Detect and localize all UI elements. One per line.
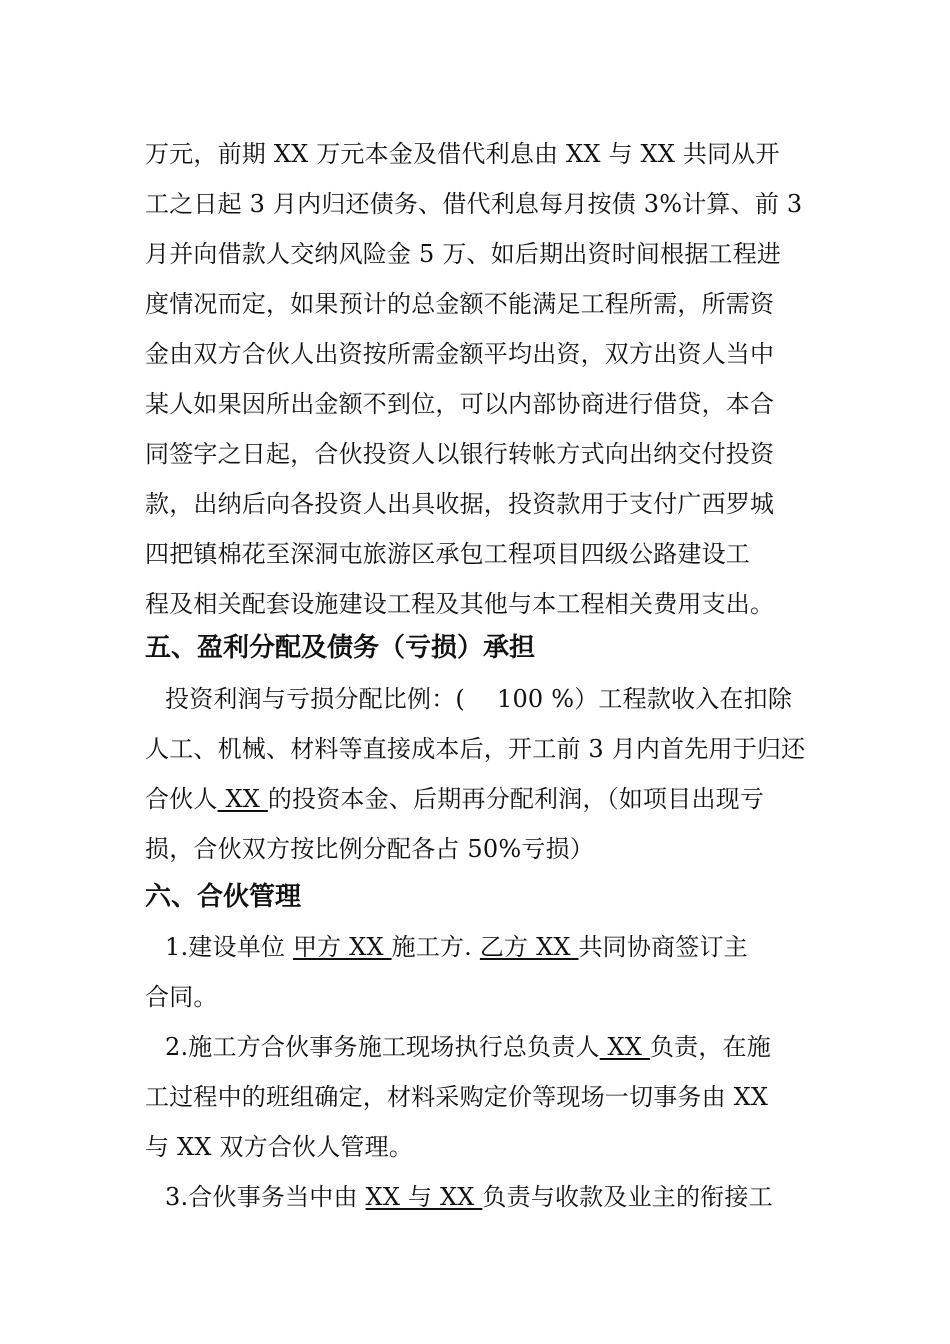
paragraph-line: 同签字之日起，合伙投资人以银行转帐方式向出纳交付投资 — [145, 440, 775, 468]
paragraph-line: 程及相关配套设施建设工程及其他与本工程相关费用支出。 — [145, 590, 775, 618]
text-run: 共同协商签订主 — [578, 933, 748, 961]
underlined-field: 乙方 XX — [479, 933, 579, 961]
underlined-field: XX — [599, 1033, 650, 1061]
text-run: 施工方. — [391, 933, 480, 961]
underlined-field: 甲方 XX — [292, 933, 392, 961]
text-run: 3.合伙事务当中由 — [165, 1183, 366, 1211]
paragraph-line: 与 XX 双方合伙人管理。 — [145, 1133, 414, 1161]
underlined-field: XX — [217, 785, 268, 813]
paragraph-line: 工过程中的班组确定，材料采购定价等现场一切事务由 XX — [145, 1083, 769, 1111]
paragraph-line — [145, 783, 825, 815]
paragraph-line: 损，合伙双方按比例分配各占 50%亏损） — [145, 835, 594, 863]
paragraph-line: 人工、机械、材料等直接成本后，开工前 3 月内首先用于归还 — [145, 735, 806, 763]
paragraph-line: 款，出纳后向各投资人出具收据，投资款用于支付广西罗城 — [145, 490, 775, 518]
paragraph-line: 工之日起 3 月内归还债务、借代利息每月按债 3%计算、前 3 — [145, 190, 803, 218]
paragraph-line: 度情况而定，如果预计的总金额不能满足工程所需，所需资 — [145, 290, 775, 318]
paragraph-line: 月并向借款人交纳风险金 5 万、如后期出资时间根据工程进 — [145, 240, 782, 268]
paragraph-line: 四把镇棉花至深洞屯旅游区承包工程项目四级公路建设工 — [145, 540, 750, 568]
text-run: 负责与收款及业主的衔接工 — [482, 1183, 773, 1211]
paragraph-line — [165, 931, 825, 963]
section-heading-profit: 五、盈利分配及债务（亏损）承担 — [145, 633, 536, 663]
text-run: 合伙人 — [145, 785, 218, 813]
paragraph-line: 投资利润与亏损分配比例：( 100 %）工程款收入在扣除 — [165, 685, 793, 713]
section-heading-management: 六、合伙管理 — [145, 882, 302, 912]
paragraph-line: 万元，前期 XX 万元本金及借代利息由 XX 与 XX 共同从开 — [145, 140, 780, 168]
paragraph-line: 金由双方合伙人出资按所需金额平均出资，双方出资人当中 — [145, 340, 775, 368]
paragraph-line: 合同。 — [145, 983, 218, 1011]
paragraph-line — [165, 1181, 825, 1213]
text-run: 1.建设单位 — [165, 933, 293, 961]
text-run: 负责，在施 — [649, 1033, 771, 1061]
paragraph-line — [165, 1031, 825, 1063]
underlined-field: XX 与 XX — [365, 1183, 483, 1211]
text-run: 2.施工方合伙事务施工现场执行总负责人 — [165, 1033, 600, 1061]
text-run: 的投资本金、后期再分配利润，（如项目出现亏 — [267, 785, 765, 813]
paragraph-line: 某人如果因所出金额不到位，可以内部协商进行借贷，本合 — [145, 390, 775, 418]
